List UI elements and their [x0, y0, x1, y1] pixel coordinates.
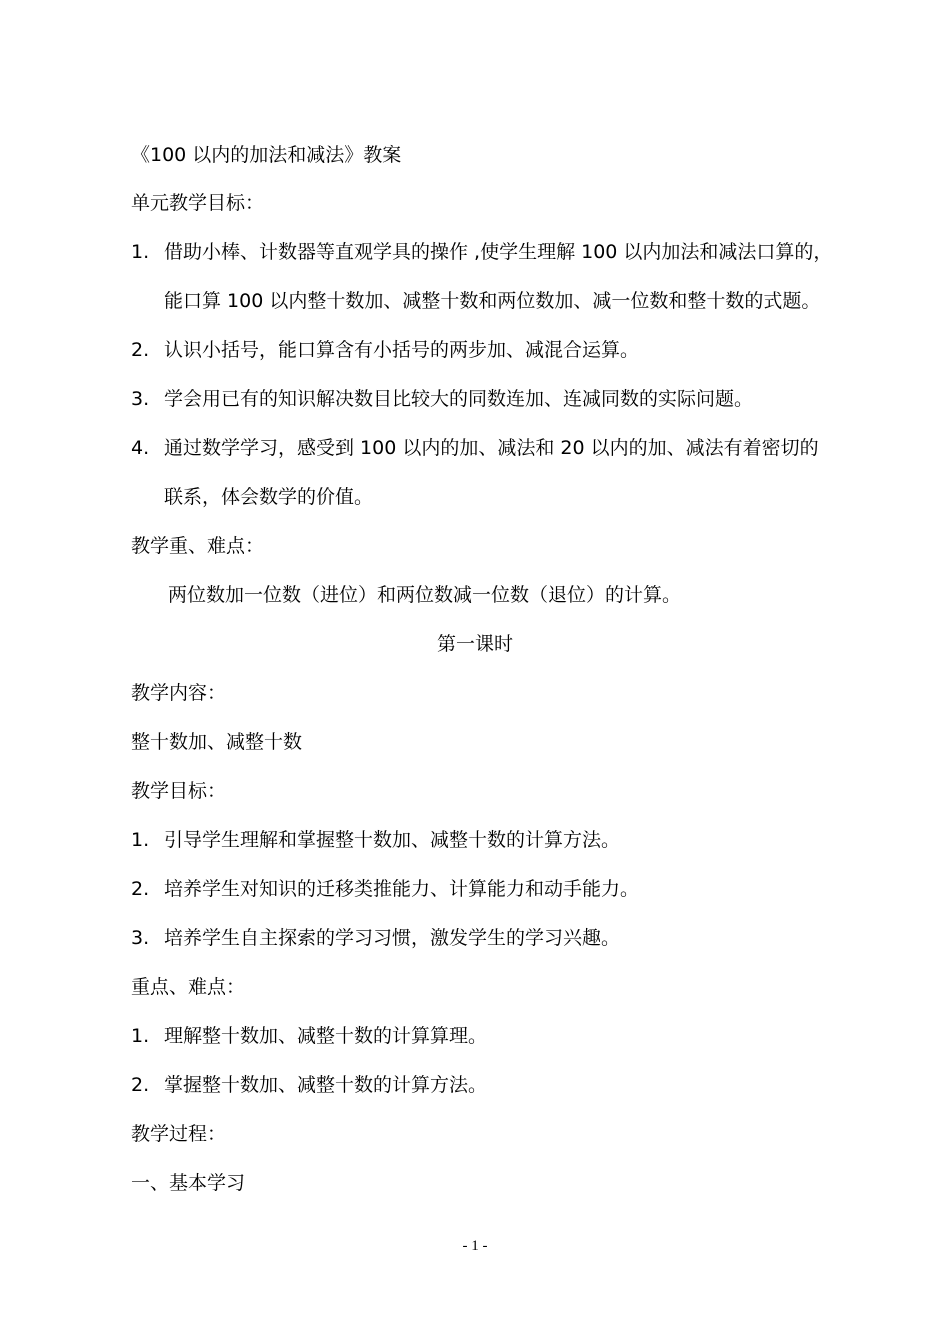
- list-item-number: 2.: [131, 339, 150, 361]
- list-item-continuation: 联系，体会数学的价值。: [164, 486, 374, 508]
- list-item-text: 借助小棒、计数器等直观学具的操作 ,使学生理解 100 以内加法和减法口算的，: [164, 241, 833, 263]
- list-item-number: 3.: [131, 388, 150, 410]
- list-item-number: 3.: [131, 927, 150, 949]
- unit-goal-heading: 单元教学目标：: [131, 192, 265, 214]
- page-number: - 1 -: [462, 1238, 488, 1254]
- list-item-text: 学会用已有的知识解决数目比较大的同数连加、连减同数的实际问题。: [164, 388, 754, 410]
- list-item-text: 掌握整十数加、减整十数的计算方法。: [164, 1074, 488, 1096]
- goals-heading: 教学目标：: [131, 780, 227, 802]
- list-item-number: 1.: [131, 241, 150, 263]
- list-item-continuation: 能口算 100 以内整十数加、减整十数和两位数加、减一位数和整十数的式题。: [164, 290, 821, 312]
- lesson-title: 第一课时: [436, 633, 513, 655]
- list-item-text: 理解整十数加、减整十数的计算算理。: [164, 1025, 488, 1047]
- list-item-text: 通过数学学习，感受到 100 以内的加、减法和 20 以内的加、减法有着密切的: [164, 437, 819, 459]
- difficulty-heading: 重点、难点：: [131, 976, 246, 998]
- process-heading: 教学过程：: [131, 1123, 227, 1145]
- list-item-text: 认识小括号，能口算含有小括号的两步加、减混合运算。: [164, 339, 640, 361]
- list-item-number: 2.: [131, 1074, 150, 1096]
- key-points-heading: 教学重、难点：: [131, 535, 265, 557]
- section-heading: 一、基本学习: [131, 1172, 246, 1194]
- list-item-number: 2.: [131, 878, 150, 900]
- content-text: 整十数加、减整十数: [131, 731, 303, 753]
- content-heading: 教学内容：: [131, 682, 227, 704]
- list-item-number: 4.: [131, 437, 150, 459]
- list-item-number: 1.: [131, 829, 150, 851]
- list-item-text: 培养学生自主探索的学习习惯，激发学生的学习兴趣。: [164, 927, 621, 949]
- list-item-text: 培养学生对知识的迁移类推能力、计算能力和动手能力。: [164, 878, 640, 900]
- doc-title: 《100 以内的加法和减法》教案: [131, 144, 402, 166]
- list-item-text: 引导学生理解和掌握整十数加、减整十数的计算方法。: [164, 829, 621, 851]
- list-item-number: 1.: [131, 1025, 150, 1047]
- key-points-text: 两位数加一位数（进位）和两位数减一位数（退位）的计算。: [168, 584, 682, 606]
